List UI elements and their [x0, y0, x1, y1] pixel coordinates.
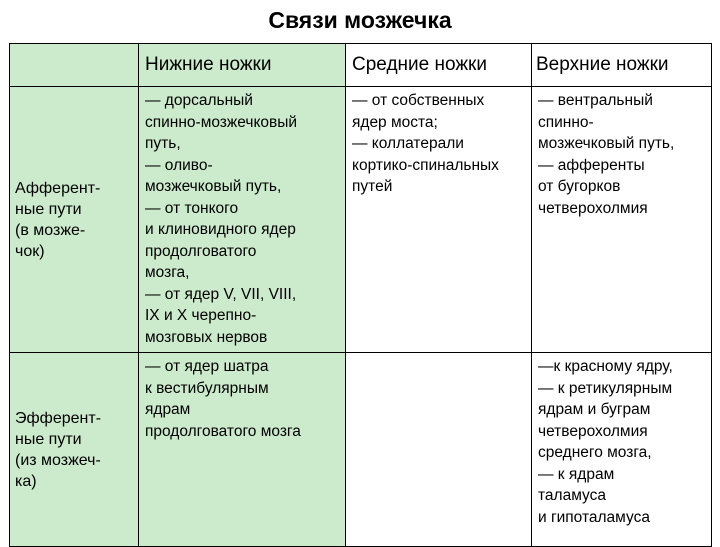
cell-line: (из мозжеч- — [15, 451, 101, 469]
cell-line: путь, — [145, 135, 181, 152]
table-row-efferent — [10, 353, 712, 547]
cell-line: ядер моста; — [352, 113, 438, 131]
cell-line: — вентральный — [538, 92, 653, 109]
cell-line: и гипоталамуса — [538, 508, 650, 526]
cell-line: ные пути — [15, 200, 82, 218]
cell-efferent-middle — [346, 353, 532, 547]
header-upper-peduncles: Верхние ножки — [532, 44, 712, 87]
cell-line: ядрам — [145, 401, 191, 418]
cell-line: — от собственных — [352, 92, 485, 109]
cell-afferent-upper — [532, 87, 712, 353]
cell-line: — афференты — [538, 156, 645, 174]
cell-line: — от ядер шатра — [145, 358, 269, 375]
cell-line: — дорсальный — [145, 92, 253, 109]
cell-line: ка) — [15, 472, 37, 490]
cell-line: — коллатерали — [352, 135, 464, 152]
cell-line: — оливо- — [145, 156, 213, 174]
header-row — [10, 44, 712, 87]
cell-line: спинно- — [538, 113, 594, 131]
row-label-afferent — [10, 87, 139, 353]
row-label-efferent — [10, 353, 139, 547]
cell-line: от бугорков — [538, 178, 621, 195]
cell-line: продолговатого — [145, 242, 257, 260]
cell-line: спинно-мозжечковый — [145, 113, 298, 131]
cell-line: — к ретикулярным — [538, 379, 673, 397]
cell-line: мозжечковый путь, — [145, 178, 282, 195]
cell-line: Афферент- — [15, 179, 101, 197]
cell-line: к вестибулярным — [145, 379, 269, 397]
cell-efferent-upper — [532, 353, 712, 547]
cerebellum-connections-table — [9, 43, 712, 547]
cell-line: таламуса — [538, 487, 606, 504]
cell-line: мозга, — [145, 264, 190, 281]
cell-line: четверохолмия — [538, 199, 648, 217]
cell-afferent-middle — [346, 87, 532, 353]
cell-line: (в мозже- — [15, 221, 86, 239]
cell-line: мозжечковый путь, — [538, 135, 675, 152]
cell-afferent-lower — [139, 87, 346, 353]
cell-line: ядрам и буграм — [538, 401, 651, 418]
cell-line: ные пути — [15, 430, 82, 448]
cell-line: путей — [352, 178, 393, 195]
cell-line: мозговых нервов — [145, 328, 268, 346]
cell-efferent-lower — [139, 353, 346, 547]
header-lower-peduncles: Нижние ножки — [139, 44, 346, 87]
cell-line: четверохолмия — [538, 422, 648, 440]
cell-line: — от тонкого — [145, 199, 239, 217]
cell-line: IX и X черепно- — [145, 307, 257, 324]
table-row-afferent — [10, 87, 712, 353]
cell-line: среднего мозга, — [538, 444, 652, 461]
page-title: Связи мозжечка — [268, 7, 452, 33]
cell-line: продолговатого мозга — [145, 422, 301, 440]
cell-line: кортико-спинальных — [352, 156, 499, 174]
cell-line: и клиновидного ядер — [145, 221, 296, 238]
cell-line: — к ядрам — [538, 465, 615, 483]
cell-line: Эфферент- — [15, 409, 102, 427]
header-middle-peduncles: Средние ножки — [346, 44, 532, 87]
cell-line: — от ядер V, VII, VIII, — [145, 285, 297, 303]
cell-line: —к красному ядру, — [538, 358, 673, 375]
header-corner — [10, 44, 139, 87]
cell-line: чок) — [15, 242, 45, 260]
